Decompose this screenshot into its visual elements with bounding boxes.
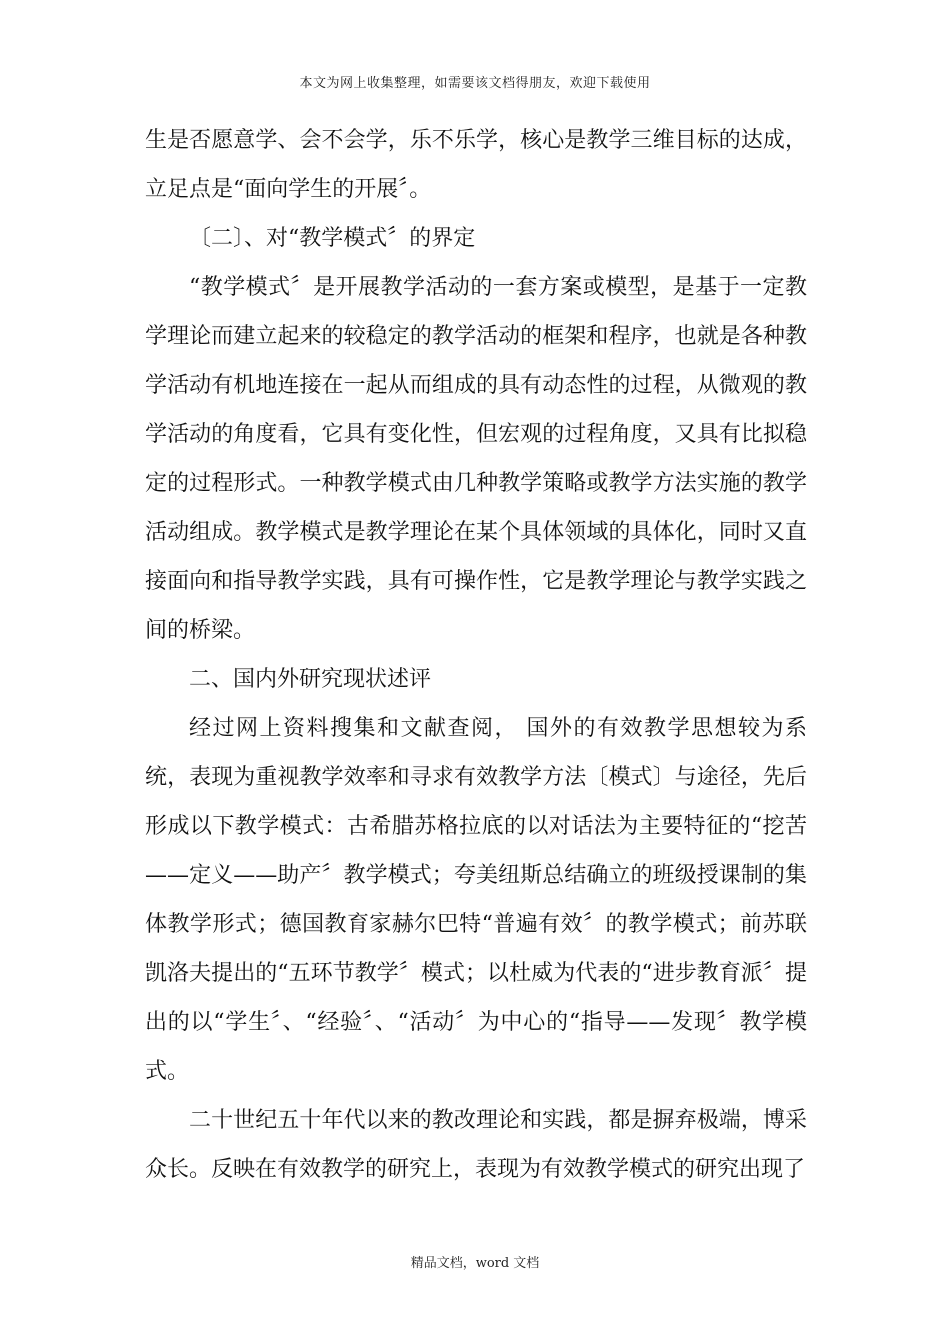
page-footer: 精品文档，word 文档 [410,1256,540,1271]
page-header: 本文为网上收集整理，如需要该文档得朋友，欢迎下载使用 [299,76,651,91]
paragraph: “教学模式〞是开展教学活动的一套方案或模型，是基于一定教学理论而建立起来的较稳定的教学活动的框架和程序，也就是各种教学活动有机地连接在一起从而组成的具有动态性的过程，从微观的教学活动的角度看，它具有变化性，但宏观的过程角度，又具有比拟稳定的过程形式。一种教学模式由几种教学策略或教学方法实施的教学活动组成。教学模式是教学理论在某个具体领域的具体化，同时又直接面向和指导教学实践，具有可操作性，它是教学理论与教学实践之间的桥梁。 [145,275,807,643]
section-heading: 二、国内外研究现状述评 [189,667,432,692]
paragraph: 经过网上资料搜集和文献查阅， 国外的有效教学思想较为系统，表现为重视教学效率和寻求有效教学方法〔模式〕与途径，先后形成以下教学模式：古希腊苏格拉底的以对话法为主要特征的“挖苦——定义——助产〞教学模式；夸美纽斯总结确立的班级授课制的集体教学形式；德国教育家赫尔巴特“普遍有效〞的教学模式；前苏联凯洛夫提出的“五环节教学〞模式；以杜威为代表的“进步教育派〞提出的以“学生〞、“经验〞、“活动〞为中心的“指导——发现〞教学模式。 [145,716,807,1084]
document-body [145,116,807,1194]
section-heading: 〔二〕、对“教学模式〞的界定 [189,226,476,251]
paragraph: 二十世纪五十年代以来的教改理论和实践，都是摒弃极端，博采众长。反映在有效教学的研究上，表现为有效教学模式的研究出现了 [145,1108,807,1182]
paragraph: 生是否愿意学、会不会学，乐不乐学，核心是教学三维目标的达成，立足点是“面向学生的开展〞。 [145,128,807,202]
